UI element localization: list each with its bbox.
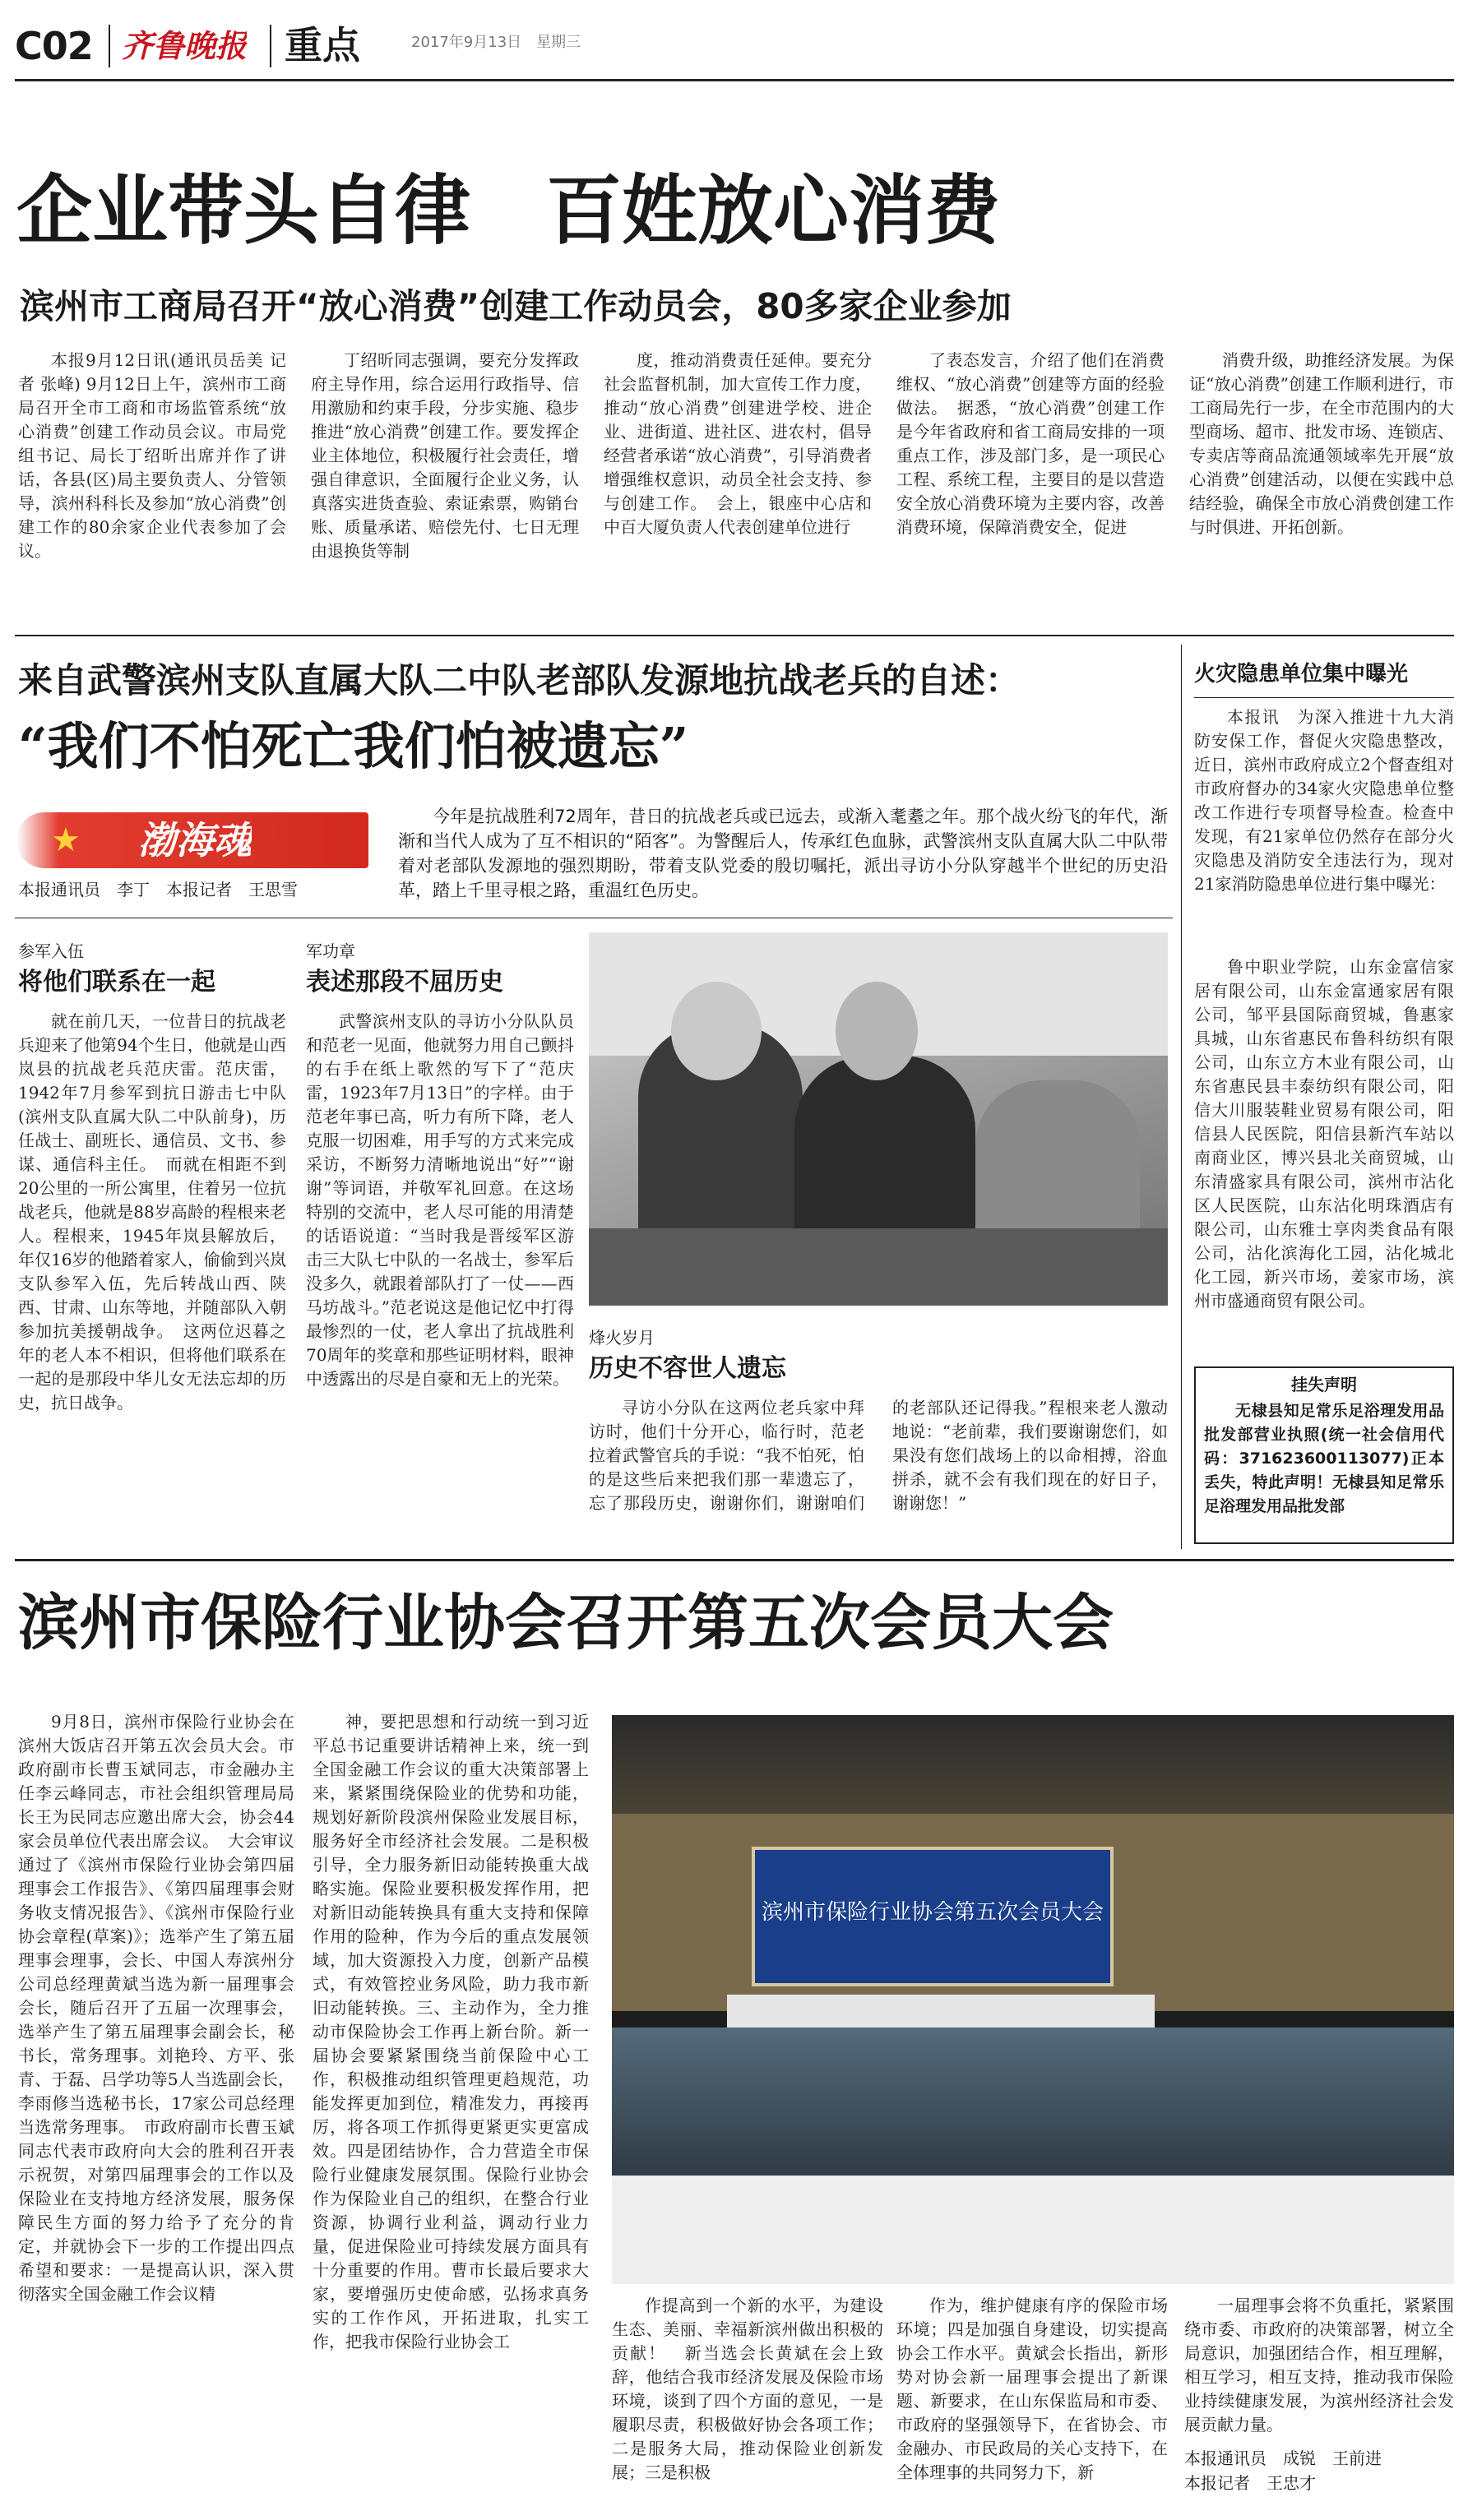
story1-headline: 企业带头自律 百姓放心消费 — [16, 166, 1001, 255]
story2-lead: 今年是抗战胜利72周年，昔日的抗战老兵或已远去，或渐入耄耋之年。那个战火纷飞的年代，渐渐和当代人成为了互不相识的“陌客”。为警醒后人，传承红色血脉，武警滨州支队直属大队二中队带着对老部队发源地的强烈期盼，带着支队党委的殷切嘱托，派出寻访小分队穿越半个世纪的历史沿革，踏上千里寻根之路，重温红色历史。 — [398, 807, 1168, 900]
column-logo-text: 渤海魂 — [138, 818, 252, 862]
sidebar-title: 火灾隐患单位集中曝光 — [1194, 662, 1409, 687]
page-number: C02 — [15, 24, 93, 68]
section-name: 重点 — [285, 23, 360, 67]
sec1-text: 就在前几天，一位昔日的抗战老兵迎来了他第94个生日，他就是山西岚县的抗战老兵范庆雷。范庆雷，1942年7月参军到抗日游击七中队(滨州支队直属大队二中队前身)，历任战士、副班长、通信员、文书、参谋、通信科主任。 而就在相距不到20公里的一所公寓里，住着另一位抗战老兵，他就是88岁高龄的程根来老人。程根来，1945年岚县解放后，年仅16岁的他踏着家人，偷偷到兴岚支队参军入伍，先后转战山西、陕西、甘肃、山东等地，并随部队入朝参加抗美援朝战争。 这两位迟暮之年的老人本不相识，但将他们联系在一起的是那段中华儿女无法忘却的历史，抗日战争。 — [18, 1011, 286, 1413]
notice-title: 挂失声明 — [1291, 1375, 1357, 1394]
star-icon: ★ — [51, 821, 81, 859]
issue-date: 2017年9月13日 星期三 — [411, 34, 581, 51]
sec3-label: 烽火岁月 — [589, 1328, 655, 1348]
conference-banner — [752, 1847, 1114, 1986]
sidebar-divider — [1181, 645, 1182, 1549]
paper-name-logo: 齐鲁晚报 — [122, 27, 248, 64]
story3-headline: 滨州市保险行业协会召开第五次会员大会 — [18, 1588, 1114, 1658]
photo-figure-elder-head — [671, 982, 762, 1080]
photo-ceiling — [612, 1715, 1454, 1814]
sec2-title: 表述那段不屈历史 — [306, 968, 503, 996]
meeting-photo — [612, 1715, 1454, 2284]
story3-byline-2: 本报记者 王忠才 — [1184, 2473, 1316, 2493]
story2-byline: 本报通讯员 李丁 本报记者 王思雪 — [18, 880, 298, 899]
story3-col-2: 神，要把思想和行动统一到习近平总书记重要讲话精神上来，统一到全国金融工作会议的重大决策部署上来，紧紧围绕保险业的优势和功能，规划好新阶段滨州保险业发展目标，服务好全市经济社会发展。二是积极引导，全力服务新旧动能转换重大战略实施。保险业要积极发挥作用，把对新旧动能转换具有重大支持和保障作用的险种，作为今后的重点发展领域，加大资源投入力度，创新产品模式，有效管控业务风险，助力我市新旧动能转换。三、主动作为，全力推动市保险协会工作再上新台阶。新一届协会要紧紧围绕当前保险中心工作，积极推动组织管理更趋规范，功能发挥更加到位，精准发力，再接再厉，将各项工作抓得更紧更实更富成效。四是团结协作，合力营造全市保险行业健康发展氛围。保险行业协会作为保险业自己的组织，在整合行业资源，协调行业利益，调动行业力量，促进保险业可持续发展方面具有十分重要的作用。曹市长最后要求大家，要增强历史使命感，弘扬求真务实的工作作风，开拓进取，扎实工作，把我市保险行业协会工 — [313, 1712, 589, 2351]
story1-subhead: 滨州市工商局召开“放心消费”创建工作动员会，80多家企业参加 — [20, 286, 1012, 326]
section-rule — [15, 635, 1454, 636]
photo-front-table — [612, 2176, 1454, 2284]
story1-col-2: 丁绍昕同志强调，要充分发挥政府主导作用，综合运用行政指导、信用激励和约束手段，分步实施、稳步推进“放心消费”创建工作。要发挥企业主体地位，积极履行社会责任，增强自律意识，全面履行企业义务，认真落实进货查验、索证索票，购销台账、质量承诺、赔偿先付、七日无理由退换货等制 — [311, 350, 579, 561]
story3-col-3: 作提高到一个新的水平，为建设生态、美丽、幸福新滨州做出积极的贡献！ 新当选会长黄斌在会上致辞，他结合我市经济发展及保险市场环境，谈到了四个方面的意见，一是履职尽责，积极做好协会各项工作；二是服务大局，推动保险业创新发展；三是积极 — [612, 2296, 883, 2482]
masthead-rule — [15, 79, 1454, 81]
sec1-label: 参军入伍 — [18, 941, 84, 961]
story1-col-4: 了表态发言，介绍了他们在消费维权、“放心消费”创建等方面的经验做法。 据悉，“放心消费”创建工作是今年省政府和省工商局安排的一项重点工作，涉及部门多，是一项民心工程、系统工程，主要目的是以营造安全放心消费环境为主要内容，改善消费环境，保障消费安全，促进 — [896, 350, 1165, 537]
story3-col-1: 9月8日，滨州市保险行业协会在滨州大饭店召开第五次会员大会。市政府副市长曹玉斌同志，市金融办主任李云峰同志，市社会组织管理局局长王为民同志应邀出席大会，协会44家会员单位代表出席会议。 大会审议通过了《滨州市保险行业协会第四届理事会工作报告》、《第四届理事会财务收支情况报告》、《滨州市保险行业协会章程(草案)》；选举产生了第五届理事会理事，会长、中国人寿滨州分公司总经理黄斌当选为新一届理事会会长，随后召开了五届一次理事会，选举产生了第五届理事会副会长，秘书长，常务理事。刘艳玲、方平、张青、于磊、吕学功等5人当选副会长，李雨修当选秘书长，17家公司总经理当选常务理事。 市政府副市长曹玉斌同志代表市政府向大会的胜利召开表示祝贺，对第四届理事会的工作以及保险业在支持地方经济发展，服务保障民生方面的努力给予了充分的肯定，并就协会下一步的工作提出四点希望和要求：一是提高认识，深入贯彻落实全国金融工作会议精 — [18, 1712, 294, 2304]
sec2-label: 军功章 — [306, 941, 355, 961]
sec3-title: 历史不容世人遗忘 — [589, 1354, 786, 1383]
photo-table — [589, 1228, 1168, 1306]
sec3-text: 寻访小分队在这两位老兵家中拜访时，他们十分开心，临行时，范老拉着武警官兵的手说：“我不怕死，怕的是这些后来把我们那一辈遗忘了，忘了那段历史，谢谢你们，谢谢咱们的老部队还记得我。”程根来老人激动地说：“老前辈，我们要谢谢您们，如果没有您们战场上的以命相搏，浴血拼杀，就不会有我们现在的好日子，谢谢您！” — [589, 1398, 1168, 1513]
notice-text: 无棣县知足常乐足浴理发用品批发部营业执照(统一社会信用代码：371623600113077)正本丢失，特此声明！无棣县知足常乐足浴理发用品批发部 — [1204, 1402, 1444, 1515]
story3-byline-1: 本报通讯员 成锐 王前进 — [1184, 2448, 1382, 2468]
sidebar-title-rule — [1194, 697, 1454, 698]
photo-figure-officer-head — [836, 982, 918, 1080]
lost-notice-box — [1194, 1366, 1454, 1544]
story3-col-5: 一届理事会将不负重托，紧紧围绕市委、市政府的决策部署，树立全局意识，加强团结合作，相互理解，相互学习，相互支持，推动我市保险业持续健康发展，为滨州经济社会发展贡献力量。 — [1184, 2296, 1454, 2434]
sec1-title: 将他们联系在一起 — [18, 968, 215, 996]
story1-col-5: 消费升级，助推经济发展。为保证“放心消费”创建工作顺利进行，市工商局先行一步，在全市范围内的大型商场、超市、批发市场、连锁店、专卖店等商品流通领域率先开展“放心消费”创建活动，以便在实践中总结经验，确保全市放心消费创建工作与时俱进、开拓创新。 — [1189, 350, 1454, 537]
column-logo — [16, 812, 368, 868]
section-rule — [15, 1559, 1454, 1561]
story3-col-4: 作为，维护健康有序的保险市场环境；四是加强自身建设，切实提高协会工作水平。黄斌会长指出，新形势对协会新一届理事会提出了新课题、新要求，在山东保监局和市委、市政府的坚强领导下，在省协会、市金融办、市民政局的关心支持下，在全体理事的共同努力下，新 — [896, 2296, 1168, 2482]
masthead-divider — [109, 25, 110, 67]
story2-kicker: 来自武警滨州支队直属大队二中队老部队发源地抗战老兵的自述： — [18, 660, 1021, 701]
sidebar-list: 鲁中职业学院，山东金富信家居有限公司，山东金富通家居有限公司，邹平县国际商贸城，鲁惠家具城，山东省惠民布鲁科纺织有限公司，山东立方木业有限公司，山东省惠民县丰泰纺织有限公司，阳信大川服装鞋业贸易有限公司，阳信县人民医院，阳信县新汽车站以南商业区，博兴县北关商贸城，山东清盛家具有限公司，滨州市沾化区人民医院，山东沾化明珠酒店有限公司，山东雅士享肉类食品有限公司，沾化滨海化工园，沾化城北化工园，新兴市场，姜家市场，滨州市盛通商贸有限公司。 — [1194, 957, 1454, 1311]
sidebar-text: 本报讯 为深入推进十九大消防安保工作，督促火灾隐患整改，近日，滨州市政府成立2个督查组对市政府督办的34家火灾隐患单位整改工作进行专项督导检查。检查中发现，有21家单位仍然存在部分火灾隐患及消防安全违法行为，现对21家消防隐患单位进行集中曝光： — [1194, 707, 1454, 894]
veteran-visit-photo — [589, 932, 1168, 1306]
masthead-divider — [270, 25, 271, 67]
banner-text: 滨州市保险行业协会第五次会员大会 — [761, 1900, 1104, 1925]
photo-stage-table — [727, 1995, 1155, 2028]
story1-col-1: 本报9月12日讯(通讯员岳美 记者 张峰) 9月12日上午，滨州市工商局召开全市工商和市场监管系统“放心消费”创建工作动员会议。市局党组书记、局长丁绍昕出席并作了讲话，各县(区)局主要负责人、分管领导，滨州科科长及参加“放心消费”创建工作的80余家企业代表参加了会议。 — [18, 350, 286, 561]
story1-col-3: 度，推动消费责任延伸。要充分社会监督机制，加大宣传工作力度，推动“放心消费”创建进学校、进企业、进街道、进社区、进农村，倡导经营者承诺“放心消费”，引导消费者增强维权意识，动员全社会支持、参与创建工作。 会上，银座中心店和中百大厦负责人代表创建单位进行 — [604, 350, 872, 537]
story2-headline: “我们不怕死亡我们怕被遗忘” — [18, 716, 689, 776]
sec2-text: 武警滨州支队的寻访小分队队员和范老一见面，他就努力用自己颤抖的右手在纸上歌然的写下了“范庆雷，1923年7月13日”的字样。由于范老年事已高，听力有所下降，老人克服一切困难，用手写的方式来完成采访，不断努力清晰地说出“好”“谢谢”等词语，并敬军礼回意。在这场特别的交流中，老人尽可能的用清楚的话语说道：“当时我是晋绥军区游击三大队七中队的一名战士，参军后没多久，就跟着部队打了一仗——西马坊战斗。”范老说这是他记忆中打得最惨烈的一仗，老人拿出了抗战胜利70周年的奖章和那些证明材料，眼神中透露出的尽是自豪和无上的光荣。 — [306, 1011, 574, 1389]
